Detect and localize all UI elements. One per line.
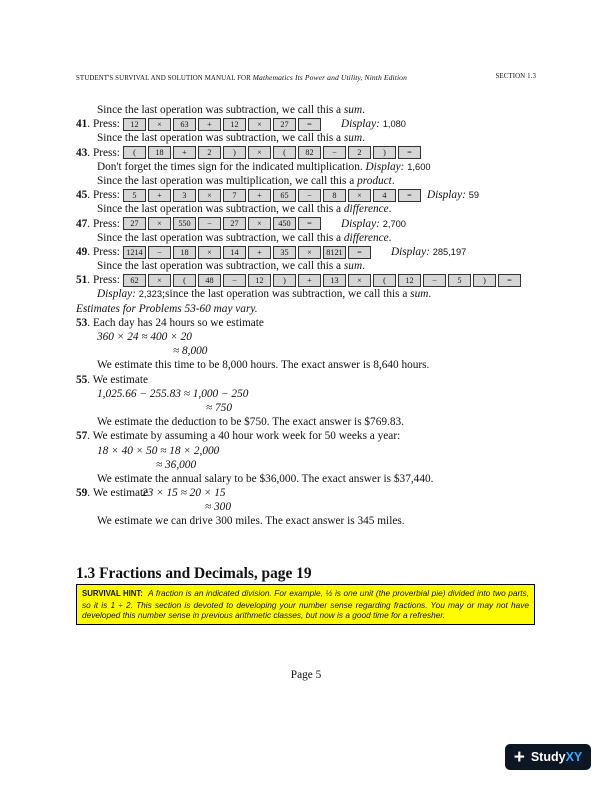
calculator-key: 8: [323, 189, 346, 202]
calculator-key: 13: [323, 274, 346, 287]
problem-number: 43: [76, 146, 88, 159]
calculator-key: 27: [273, 118, 296, 131]
calculator-key: ): [473, 274, 496, 287]
problem-number: 53: [76, 316, 88, 329]
problem-number: 59: [76, 487, 88, 500]
calculator-key: ×: [298, 246, 321, 259]
calculator-key: 5: [448, 274, 471, 287]
calculator-key: =: [298, 217, 321, 230]
hint-label: SURVIVAL HINT:: [82, 589, 143, 598]
equation-line: 1,025.66 − 255.83 ≈ 1,000 − 250: [97, 387, 249, 400]
keystroke-sequence: [123, 117, 323, 131]
problem-43-note-1: Don't forget the times sign for the indicated multiplication. Display: 1,600: [97, 160, 431, 173]
calculator-key: 18: [148, 146, 171, 159]
problem-number: 45: [76, 189, 88, 202]
display-result: Display: 1,600: [365, 160, 431, 173]
display-result: Display: 285,197: [390, 245, 467, 258]
calculator-key: +: [298, 274, 321, 287]
calculator-key: (: [373, 274, 396, 287]
estimates-heading: Estimates for Problems 53-60 may vary.: [76, 302, 258, 315]
calculator-key: +: [198, 118, 221, 131]
calculator-key: 12: [123, 118, 146, 131]
problem-number: 49: [76, 245, 88, 258]
calculator-key: 450: [273, 217, 296, 230]
keystroke-sequence: [123, 245, 373, 259]
calculator-key: 5: [123, 189, 146, 202]
problem-59: 59. We estimate23 × 15 ≈ 20 × 15: [76, 487, 226, 500]
problem-conclusion: We estimate we can drive 300 miles. The exact answer is 345 miles.: [97, 515, 405, 528]
equation-line: ≈ 36,000: [156, 458, 197, 471]
keystroke-sequence: [123, 146, 423, 160]
calculator-key: 14: [223, 246, 246, 259]
problem-conclusion: We estimate the deduction to be $750. The exact answer is $769.83.: [97, 416, 404, 429]
calculator-key: 2: [348, 146, 371, 159]
calculator-key: (: [123, 146, 146, 159]
calculator-key: (: [273, 146, 296, 159]
calculator-key: (: [173, 274, 196, 287]
calculator-key: +: [173, 146, 196, 159]
intro-note: Since the last operation was subtraction, we call this a sum.: [97, 104, 365, 116]
problem-41-note: Since the last operation was subtraction, we call this a sum.: [97, 132, 365, 145]
calculator-key: 63: [173, 118, 196, 131]
calculator-key: ×: [148, 118, 171, 131]
calculator-key: =: [348, 246, 371, 259]
keystroke-sequence: [123, 217, 323, 231]
problem-45-note: Since the last operation was subtraction, we call this a difference.: [97, 203, 392, 216]
calculator-key: 3: [173, 189, 196, 202]
calculator-key: 27: [223, 217, 246, 230]
problem-57: 57. We estimate by assuming a 40 hour work week for 50 weeks a year:: [76, 430, 401, 443]
header-prefix: STUDENT'S SURVIVAL AND SOLUTION MANUAL FOR: [76, 75, 253, 82]
problem-43: 43. Press: ( 18 + 2 ) × ( 82 − 2 ) =: [76, 146, 546, 160]
calculator-key: 2: [198, 146, 221, 159]
calculator-key: +: [248, 189, 271, 202]
problem-49: 49. Press: 1214 − 18 × 14 + 35 × 8121 = Display: 285,197: [76, 245, 467, 258]
display-result: Display: 59: [426, 189, 480, 202]
problem-51: 51. Press: 62 × ( 48 − 12 ) + 13 × ( 12 − 5 ) =: [76, 273, 546, 287]
problem-55: 55. We estimate: [76, 373, 148, 386]
survival-hint-box: [76, 584, 535, 625]
calculator-key: 12: [223, 118, 246, 131]
equation-line: ≈ 8,000: [173, 345, 208, 358]
calculator-key: ×: [148, 274, 171, 287]
calculator-key: 62: [123, 274, 146, 287]
problem-49-note: Since the last operation was subtraction, we call this a sum.: [97, 260, 365, 273]
plus-icon: +: [513, 746, 525, 768]
calculator-key: 48: [198, 274, 221, 287]
calculator-key: −: [423, 274, 446, 287]
calculator-key: 1214: [123, 246, 146, 259]
equation-line: 23 × 15 ≈ 20 × 15: [141, 487, 226, 500]
calculator-key: ×: [148, 217, 171, 230]
calculator-key: ×: [248, 118, 271, 131]
calculator-key: −: [148, 246, 171, 259]
problem-43-note-2: Since the last operation was multiplication, we call this a product.: [97, 174, 395, 187]
page-number: Page 5: [290, 669, 322, 681]
calculator-key: 4: [373, 189, 396, 202]
calculator-key: 35: [273, 246, 296, 259]
problem-number: 41: [76, 118, 88, 131]
calculator-key: −: [298, 189, 321, 202]
problem-53: 53. Each day has 24 hours so we estimate: [76, 316, 264, 329]
problem-number: 51: [76, 274, 88, 287]
keystroke-sequence: [123, 273, 523, 287]
brand-name: StudyXY: [530, 750, 583, 764]
calculator-key: ): [273, 274, 296, 287]
book-title: Mathematics Its Power and Utility, Ninth Edition: [252, 73, 407, 82]
problem-number: 57: [76, 430, 88, 443]
studyxy-badge[interactable]: [505, 744, 591, 770]
calculator-key: 12: [248, 274, 271, 287]
page-content: [76, 103, 546, 529]
calculator-key: ×: [198, 246, 221, 259]
calculator-key: −: [198, 217, 221, 230]
calculator-key: +: [248, 246, 271, 259]
calculator-key: =: [398, 189, 421, 202]
calculator-key: ): [373, 146, 396, 159]
calculator-key: 12: [398, 274, 421, 287]
calculator-key: =: [398, 146, 421, 159]
equation-line: 360 × 24 ≈ 400 × 20: [97, 331, 192, 343]
calculator-key: =: [498, 274, 521, 287]
problem-47-note: Since the last operation was subtraction, we call this a difference.: [97, 231, 392, 244]
calculator-key: 65: [273, 189, 296, 202]
calculator-key: 18: [173, 246, 196, 259]
problem-number: 47: [76, 217, 88, 230]
problem-47: 47. Press: 27 × 550 − 27 × 450 = Display: 2,700: [76, 217, 406, 230]
calculator-key: 550: [173, 217, 196, 230]
calculator-key: 82: [298, 146, 321, 159]
calculator-key: 8121: [323, 246, 346, 259]
section-title: 1.3 Fractions and Decimals, page 19: [76, 565, 312, 582]
problem-conclusion: We estimate the annual salary to be $36,000. The exact answer is $37,440.: [97, 472, 434, 485]
calculator-key: 27: [123, 217, 146, 230]
calculator-key: =: [298, 118, 321, 131]
problem-51-note: Display: 2,323;since the last operation was subtraction, we call this a sum.: [97, 288, 432, 301]
keystroke-sequence: [123, 188, 423, 202]
equation-line: ≈ 300: [205, 501, 231, 514]
display-result: Display: 2,323: [97, 288, 163, 301]
calculator-key: ×: [248, 146, 271, 159]
display-result: Display: 2,700: [340, 217, 406, 230]
display-result: Display: 1,080: [340, 118, 406, 131]
problem-45: 45. Press: 5 + 3 × 7 + 65 − 8 × 4 = Display: 59: [76, 189, 480, 202]
calculator-key: −: [323, 146, 346, 159]
calculator-key: +: [148, 189, 171, 202]
calculator-key: −: [223, 274, 246, 287]
calculator-key: 7: [223, 189, 246, 202]
calculator-key: ×: [248, 217, 271, 230]
problem-number: 55: [76, 373, 88, 386]
calculator-key: ×: [198, 189, 221, 202]
running-header: [76, 73, 536, 82]
equation-line: 18 × 40 × 50 ≈ 18 × 2,000: [97, 444, 220, 457]
equation-line: ≈ 750: [206, 401, 232, 414]
calculator-key: ×: [348, 189, 371, 202]
calculator-key: ): [223, 146, 246, 159]
hint-text: A fraction is an indicated division. For example, ½ is one unit (the proverbial pie) divided into two parts, so it is 1 ÷ 2. This section is devoted to developing your number sense regarding fractions. You may or may not have developed this number sense in previous arithmetic classes, but now is a good time for a refresher.: [82, 588, 530, 621]
problem-41: 41. Press: 12 × 63 + 12 × 27 = Display: 1,080: [76, 118, 406, 131]
problem-conclusion: We estimate this time to be 8,000 hours. The exact answer is 8,640 hours.: [97, 359, 430, 372]
header-section: SECTION 1.3: [495, 73, 536, 80]
calculator-key: ×: [348, 274, 371, 287]
